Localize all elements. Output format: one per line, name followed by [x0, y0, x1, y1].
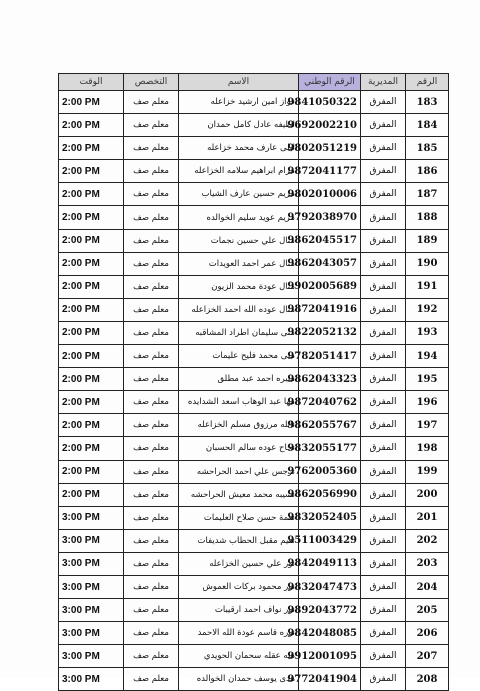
table-row	[59, 483, 449, 506]
table-row	[59, 599, 449, 622]
table-row	[59, 391, 449, 414]
row-number: 187	[406, 183, 449, 206]
row-number: 183	[406, 91, 449, 114]
time-cell: 2:00 PM	[59, 137, 124, 160]
row-number: 200	[406, 483, 449, 506]
table-row	[59, 114, 449, 137]
specialization-cell: معلم صف	[124, 91, 179, 114]
specialization-cell: معلم صف	[124, 414, 179, 437]
name-cell: نور علي حسين الخزاعله	[179, 552, 299, 575]
table-row	[59, 622, 449, 645]
directorate-cell: المفرق	[361, 137, 406, 160]
header-specialization: التخصص	[124, 74, 179, 91]
national-id-cell: 9862043323	[299, 368, 361, 391]
national-id-cell: 9832047473	[299, 575, 361, 598]
header-time: الوقت	[59, 74, 124, 91]
specialization-cell: معلم صف	[124, 437, 179, 460]
directorate-cell: المفرق	[361, 622, 406, 645]
header-national-id: الرقم الوطني	[299, 74, 361, 91]
specialization-cell: معلم صف	[124, 160, 179, 183]
directorate-cell: المفرق	[361, 506, 406, 529]
row-number: 196	[406, 391, 449, 414]
directorate-cell: المفرق	[361, 552, 406, 575]
directorate-cell: المفرق	[361, 391, 406, 414]
table-row	[59, 137, 449, 160]
national-id-cell: 9902005689	[299, 275, 361, 298]
name-cell: مريم حسين عارف الشياب	[179, 183, 299, 206]
row-number: 186	[406, 160, 449, 183]
row-number: 201	[406, 506, 449, 529]
directorate-cell: المفرق	[361, 529, 406, 552]
table-row	[59, 645, 449, 668]
time-cell: 2:00 PM	[59, 321, 124, 344]
name-cell: منال عودة محمد الزيون	[179, 275, 299, 298]
name-cell: نور نواف احمد ارقيبات	[179, 599, 299, 622]
national-id-cell: 9822052132	[299, 321, 361, 344]
national-id-cell: 9892043772	[299, 599, 361, 622]
directorate-cell: المفرق	[361, 483, 406, 506]
table-row	[59, 275, 449, 298]
row-number: 205	[406, 599, 449, 622]
row-number: 207	[406, 645, 449, 668]
time-cell: 3:00 PM	[59, 506, 124, 529]
row-number: 188	[406, 206, 449, 229]
row-number: 202	[406, 529, 449, 552]
specialization-cell: معلم صف	[124, 206, 179, 229]
row-number: 193	[406, 321, 449, 344]
national-id-cell: 9841050322	[299, 91, 361, 114]
directorate-cell: المفرق	[361, 460, 406, 483]
directorate-cell: المفرق	[361, 275, 406, 298]
specialization-cell: معلم صف	[124, 599, 179, 622]
row-number: 190	[406, 252, 449, 275]
time-cell: 2:00 PM	[59, 368, 124, 391]
row-number: 197	[406, 414, 449, 437]
time-cell: 2:00 PM	[59, 460, 124, 483]
national-id-cell: 9862045517	[299, 229, 361, 252]
name-cell: هبه عقله سحمان الحويدي	[179, 645, 299, 668]
national-id-cell: 9862056990	[299, 483, 361, 506]
row-number: 185	[406, 137, 449, 160]
name-cell: لطيفه عادل كامل حمدان	[179, 114, 299, 137]
table-row	[59, 252, 449, 275]
name-cell: ليلى عارف محمد خزاعله	[179, 137, 299, 160]
specialization-cell: معلم صف	[124, 645, 179, 668]
row-number: 191	[406, 275, 449, 298]
row-number: 192	[406, 298, 449, 321]
time-cell: 2:00 PM	[59, 160, 124, 183]
name-cell: نعمة حسن صلاح العليمات	[179, 506, 299, 529]
row-number: 206	[406, 622, 449, 645]
name-cell: فواز امين ارشيد خزاعله	[179, 91, 299, 114]
name-cell: منال علي حسين نجمات	[179, 229, 299, 252]
table-row	[59, 206, 449, 229]
time-cell: 2:00 PM	[59, 114, 124, 137]
table-row	[59, 414, 449, 437]
specialization-cell: معلم صف	[124, 460, 179, 483]
time-cell: 2:00 PM	[59, 275, 124, 298]
time-cell: 2:00 PM	[59, 437, 124, 460]
directorate-cell: المفرق	[361, 252, 406, 275]
time-cell: 2:00 PM	[59, 206, 124, 229]
name-cell: منى محمد فليح عليمات	[179, 345, 299, 368]
row-number: 208	[406, 668, 449, 691]
national-id-cell: 9511003429	[299, 529, 361, 552]
specialization-cell: معلم صف	[124, 391, 179, 414]
national-id-cell: 9802051219	[299, 137, 361, 160]
national-id-cell: 9832052405	[299, 506, 361, 529]
specialization-cell: معلم صف	[124, 622, 179, 645]
time-cell: 2:00 PM	[59, 483, 124, 506]
directorate-cell: المفرق	[361, 599, 406, 622]
directorate-cell: المفرق	[361, 183, 406, 206]
name-cell: نعيم مقبل الحطاب شديفات	[179, 529, 299, 552]
time-cell: 3:00 PM	[59, 529, 124, 552]
national-id-cell: 9692002210	[299, 114, 361, 137]
row-number: 195	[406, 368, 449, 391]
specialization-cell: معلم صف	[124, 368, 179, 391]
table-row	[59, 552, 449, 575]
directorate-cell: المفرق	[361, 114, 406, 137]
time-cell: 2:00 PM	[59, 298, 124, 321]
national-id-cell: 9782051417	[299, 345, 361, 368]
time-cell: 2:00 PM	[59, 229, 124, 252]
roster-table	[58, 73, 449, 691]
time-cell: 2:00 PM	[59, 345, 124, 368]
directorate-cell: المفرق	[361, 668, 406, 691]
time-cell: 2:00 PM	[59, 183, 124, 206]
specialization-cell: معلم صف	[124, 137, 179, 160]
table-row	[59, 460, 449, 483]
table-row	[59, 506, 449, 529]
specialization-cell: معلم صف	[124, 668, 179, 691]
specialization-cell: معلم صف	[124, 229, 179, 252]
row-number: 184	[406, 114, 449, 137]
table-row	[59, 160, 449, 183]
time-cell: 2:00 PM	[59, 252, 124, 275]
specialization-cell: معلم صف	[124, 321, 179, 344]
national-id-cell: 9792038970	[299, 206, 361, 229]
table-row	[59, 91, 449, 114]
name-cell: مرام ابراهيم سلامه الخزاعله	[179, 160, 299, 183]
time-cell: 3:00 PM	[59, 599, 124, 622]
header-directorate: المديرية	[361, 74, 406, 91]
directorate-cell: المفرق	[361, 206, 406, 229]
header-name: الاسم	[179, 74, 299, 91]
table-row	[59, 345, 449, 368]
directorate-cell: المفرق	[361, 414, 406, 437]
directorate-cell: المفرق	[361, 437, 406, 460]
name-cell: نسيبه محمد معيش الحراحشه	[179, 483, 299, 506]
national-id-cell: 9842049113	[299, 552, 361, 575]
time-cell: 3:00 PM	[59, 668, 124, 691]
time-cell: 2:00 PM	[59, 91, 124, 114]
national-id-cell: 9832055177	[299, 437, 361, 460]
table-row	[59, 575, 449, 598]
directorate-cell: المفرق	[361, 91, 406, 114]
specialization-cell: معلم صف	[124, 575, 179, 598]
directorate-cell: المفرق	[361, 229, 406, 252]
time-cell: 2:00 PM	[59, 391, 124, 414]
directorate-cell: المفرق	[361, 575, 406, 598]
national-id-cell: 9872040762	[299, 391, 361, 414]
row-number: 194	[406, 345, 449, 368]
name-cell: مها عبد الوهاب اسعد الشدايده	[179, 391, 299, 414]
time-cell: 3:00 PM	[59, 622, 124, 645]
table-row	[59, 668, 449, 691]
specialization-cell: معلم صف	[124, 275, 179, 298]
national-id-cell: 9802010006	[299, 183, 361, 206]
specialization-cell: معلم صف	[124, 483, 179, 506]
specialization-cell: معلم صف	[124, 529, 179, 552]
name-cell: منال عوده الله احمد الخزاعله	[179, 298, 299, 321]
name-cell: نائله مرزوق مسلم الخزاعله	[179, 414, 299, 437]
table-row	[59, 321, 449, 344]
table-row	[59, 368, 449, 391]
row-number: 198	[406, 437, 449, 460]
directorate-cell: المفرق	[361, 298, 406, 321]
name-cell: نجاح عوده سالم الحسبان	[179, 437, 299, 460]
name-cell: منيره احمد عبد مطلق	[179, 368, 299, 391]
name-cell: منى سليمان اطراد المشاقبه	[179, 321, 299, 344]
row-number: 189	[406, 229, 449, 252]
time-cell: 2:00 PM	[59, 414, 124, 437]
table-row	[59, 298, 449, 321]
roster-body	[59, 91, 449, 691]
specialization-cell: معلم صف	[124, 252, 179, 275]
directorate-cell: المفرق	[361, 368, 406, 391]
directorate-cell: المفرق	[361, 160, 406, 183]
national-id-cell: 9872041177	[299, 160, 361, 183]
national-id-cell: 9772041904	[299, 668, 361, 691]
national-id-cell: 9862043057	[299, 252, 361, 275]
specialization-cell: معلم صف	[124, 506, 179, 529]
name-cell: هدى يوسف حمدان الخوالده	[179, 668, 299, 691]
national-id-cell: 9762005360	[299, 460, 361, 483]
table-row	[59, 183, 449, 206]
specialization-cell: معلم صف	[124, 298, 179, 321]
table-row	[59, 229, 449, 252]
table-row	[59, 437, 449, 460]
specialization-cell: معلم صف	[124, 552, 179, 575]
header-num: الرقم	[406, 74, 449, 91]
national-id-cell: 9842048085	[299, 622, 361, 645]
time-cell: 3:00 PM	[59, 645, 124, 668]
national-id-cell: 9872041916	[299, 298, 361, 321]
name-cell: نوره قاسم عودة الله الاحمد	[179, 622, 299, 645]
table-row	[59, 529, 449, 552]
row-number: 204	[406, 575, 449, 598]
name-cell: نرجس علي احمد الحراحشه	[179, 460, 299, 483]
directorate-cell: المفرق	[361, 321, 406, 344]
header-row	[59, 74, 449, 91]
specialization-cell: معلم صف	[124, 183, 179, 206]
name-cell: مريم عويد سليم الخوالده	[179, 206, 299, 229]
row-number: 199	[406, 460, 449, 483]
national-id-cell: 9912001095	[299, 645, 361, 668]
specialization-cell: معلم صف	[124, 345, 179, 368]
directorate-cell: المفرق	[361, 345, 406, 368]
name-cell: منال عمر احمد العويدات	[179, 252, 299, 275]
national-id-cell: 9862055767	[299, 414, 361, 437]
directorate-cell: المفرق	[361, 645, 406, 668]
time-cell: 3:00 PM	[59, 575, 124, 598]
name-cell: نور محمود بركات العموش	[179, 575, 299, 598]
time-cell: 3:00 PM	[59, 552, 124, 575]
row-number: 203	[406, 552, 449, 575]
specialization-cell: معلم صف	[124, 114, 179, 137]
